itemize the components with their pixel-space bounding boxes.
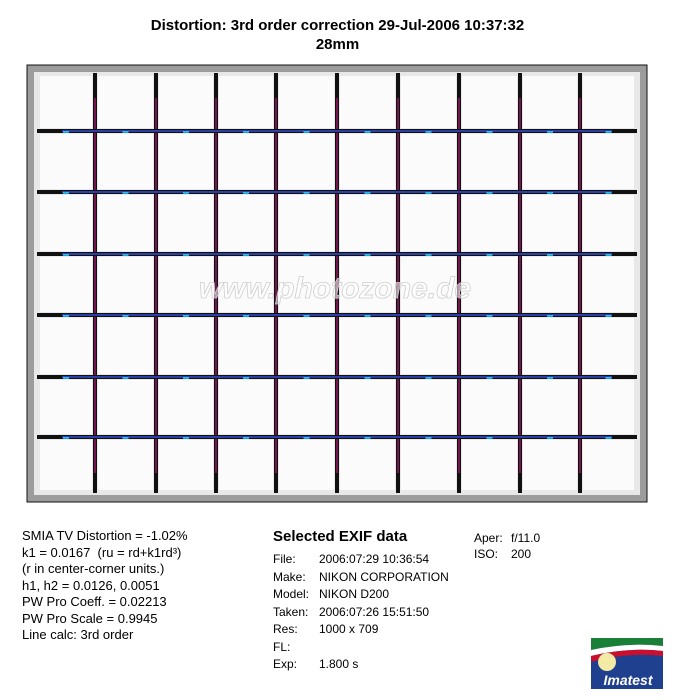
grid-cell (40, 134, 92, 189)
grid-cell (583, 257, 634, 312)
grid-cell (583, 318, 634, 374)
exif-row: Model: NIKON D200 (273, 587, 390, 601)
pw-pro-scale: PW Pro Scale = 0.9945 (22, 610, 158, 626)
grid-cell (159, 440, 213, 490)
exif-row: FL: (273, 639, 291, 654)
grid-cell (98, 257, 153, 312)
grid-cell (462, 440, 517, 490)
grid-cell (40, 440, 92, 490)
grid-cell (523, 440, 577, 490)
grid-cell (98, 134, 153, 189)
grid-cell (279, 76, 334, 128)
line-calc: Line calc: 3rd order (22, 627, 134, 642)
grid-cell (159, 76, 213, 128)
pw-pro-coeff: PW Pro Coeff. = 0.02213 (22, 594, 167, 609)
grid-cell (279, 440, 334, 490)
grid-cell (401, 440, 456, 490)
imatest-logo (591, 638, 663, 689)
grid-cell (219, 195, 273, 251)
k1-value: k1 = 0.0167 (22, 544, 91, 560)
smia-distortion: SMIA TV Distortion = -1.02% (22, 528, 188, 543)
grid-cell (40, 195, 92, 251)
chart-subtitle-focal-length: 28mm (315, 36, 360, 53)
grid-cell (340, 195, 395, 251)
grid-cell (462, 380, 517, 434)
grid-cell (340, 380, 395, 434)
grid-cell (523, 76, 577, 128)
exif-row: Exp: 1.800 s (273, 657, 359, 671)
grid-cell (523, 195, 577, 251)
grid-cell (98, 76, 153, 128)
aperture: Aper: f/11.0 (474, 531, 541, 545)
grid-cell (583, 380, 634, 434)
grid-cell (219, 380, 273, 434)
grid-cell (219, 76, 273, 128)
grid-cell (279, 318, 334, 374)
grid-cell (523, 134, 577, 189)
grid-cell (40, 380, 92, 434)
iso: ISO: 200 (474, 547, 532, 561)
grid-cell (583, 195, 634, 251)
grid-cell (219, 440, 273, 490)
grid-cell (583, 440, 634, 490)
grid-cell (98, 318, 153, 374)
grid-cell (340, 440, 395, 490)
grid-cell (279, 195, 334, 251)
exif-row: Make: NIKON CORPORATION (273, 569, 449, 584)
grid-cell (98, 195, 153, 251)
h-values: h1, h2 = 0.0126, 0.0051 (22, 577, 160, 593)
grid-cell (401, 380, 456, 434)
exif-row: File: 2006:07:29 10:36:54 (273, 552, 430, 566)
exif-data (273, 551, 449, 674)
svg-text:Imatest: Imatest (603, 672, 653, 688)
grid-cell (40, 318, 92, 374)
grid-cell (159, 134, 213, 189)
grid-cell (340, 134, 395, 189)
grid-cell (40, 76, 92, 128)
grid-cell (583, 76, 634, 128)
grid-cell (98, 380, 153, 434)
grid-cell (340, 318, 395, 374)
grid-cell (401, 318, 456, 374)
k1-line (22, 545, 188, 562)
distortion-stats (22, 528, 188, 644)
grid-cell (219, 134, 273, 189)
grid-cell (523, 318, 577, 374)
exif-row: Taken: 2006:07:26 15:51:50 (273, 604, 430, 619)
grid-cell (401, 195, 456, 251)
grid-cell (219, 318, 273, 374)
chart-title: Distortion: 3rd order correction 29-Jul-2006 10:37:32 (150, 17, 525, 34)
grid-cell (462, 134, 517, 189)
exif-exposure (474, 530, 540, 562)
grid-cell (401, 76, 456, 128)
grid-cell (583, 134, 634, 189)
grid-cell (40, 257, 92, 312)
grid-cell (462, 195, 517, 251)
grid-cell (462, 318, 517, 374)
grid-cell (523, 380, 577, 434)
grid-cell (159, 195, 213, 251)
r-units-note: (r in center-corner units.) (22, 561, 165, 576)
grid-cell (340, 76, 395, 128)
exif-title: Selected EXIF data (273, 528, 408, 545)
exif-row: Res: 1000 x 709 (273, 622, 379, 636)
grid-cell (523, 257, 577, 312)
grid-cell (279, 134, 334, 189)
grid-cell (98, 440, 153, 490)
grid-cell (159, 318, 213, 374)
grid-cell (462, 76, 517, 128)
grid-cell (159, 380, 213, 434)
k1-formula: (ru = rd+k1rd³) (97, 544, 182, 560)
grid-cell (279, 380, 334, 434)
grid-cell (401, 134, 456, 189)
watermark-text: www.photozone.de (198, 272, 472, 305)
